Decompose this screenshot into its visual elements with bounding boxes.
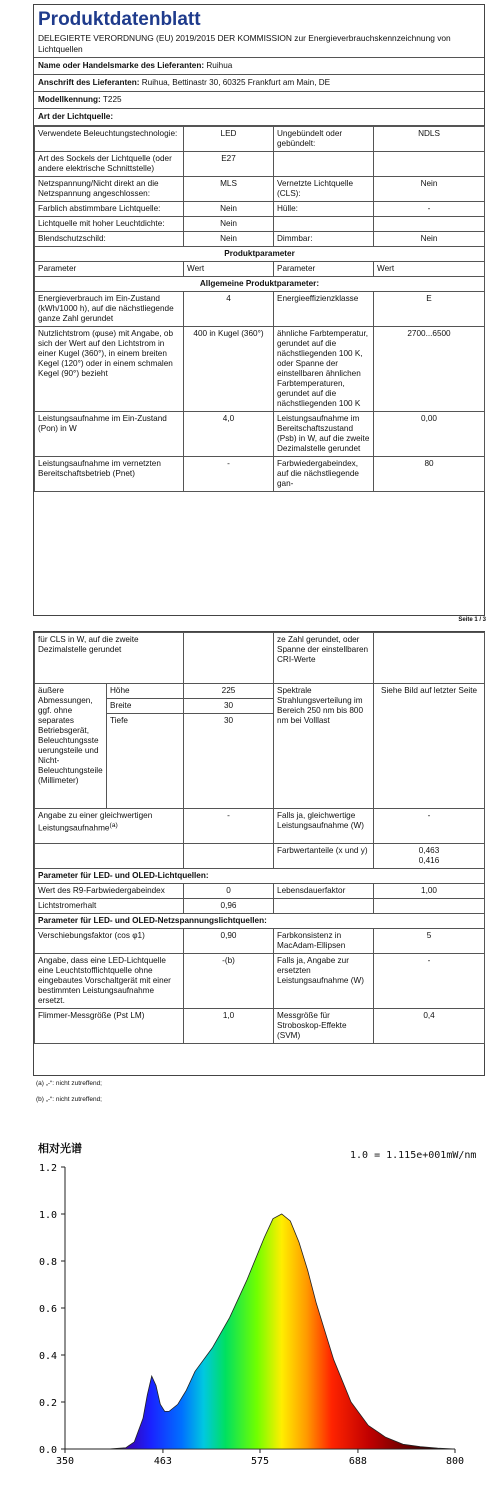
param-value: 4,0: [184, 412, 274, 457]
param-value-2: NDLS: [374, 127, 485, 152]
supplier-row: [34, 58, 484, 75]
mains-value-2: 0,4: [374, 1009, 485, 1044]
param-label-2: Hülle:: [274, 202, 374, 217]
dim-key: Breite: [107, 699, 184, 714]
address-value: Ruihua, Bettinastr 30, 60325 Frankfurt am Main, DE: [141, 78, 331, 87]
table-row: [35, 177, 485, 202]
param-value: MLS: [184, 177, 274, 202]
supplier-label: Name oder Handelsmarke des Lieferanten:: [38, 61, 205, 70]
param-value-2: 2700...6500: [374, 327, 485, 412]
mains-param-2: Falls ja, Angabe zur ersetzten Leistungsaufnahme (W): [274, 954, 374, 1009]
param-value-2: Nein: [374, 177, 485, 202]
param-label: Leistungsaufnahme im vernetzten Bereitschaftsbetrieb (Pnet): [35, 457, 184, 492]
param-value: Nein: [184, 217, 274, 232]
param-value-2: -: [374, 202, 485, 217]
chroma-label: Farbwertanteile (x und y): [274, 844, 374, 869]
param-value: LED: [184, 127, 274, 152]
param-value-2: Nein: [374, 232, 485, 247]
param-value: Nein: [184, 202, 274, 217]
mains-value: -(b): [184, 954, 274, 1009]
table-row: [35, 899, 485, 914]
param-value: E27: [184, 152, 274, 177]
y-tick-label: 0.8: [38, 1257, 57, 1268]
model-label: Modellkennung:: [38, 95, 101, 104]
mains-param: Flimmer-Messgröße (Pst LM): [35, 1009, 184, 1044]
page-title: Produktdatenblatt: [38, 9, 201, 30]
mains-value: 1,0: [184, 1009, 274, 1044]
param-label: Lichtquelle mit hoher Leuchtdichte:: [35, 217, 184, 232]
param-label-2: ähnliche Farbtemperatur, gerundet auf die nächstliegenden 100 K, oder Spanne der einstellbaren ähnlichen Farbtemperaturen, gerundet auf die nächstliegenden 100 K: [274, 327, 374, 412]
table-row: [35, 127, 485, 152]
equiv-label-text: Angabe zu einer gleichwertigen Leistungsaufnahme: [38, 811, 153, 833]
footnote-a-marker: (a): [109, 822, 118, 829]
dim-value: 30: [184, 699, 274, 714]
y-tick-label: 0.0: [38, 1445, 57, 1456]
table-row: [35, 929, 485, 954]
dim-key: Tiefe: [107, 714, 184, 809]
table-row: [35, 884, 485, 899]
dim-key: Höhe: [107, 684, 184, 699]
mains-params-heading: Parameter für LED- und OLED-Netzspannungslichtquellen:: [35, 914, 485, 929]
param-value: 400 in Kugel (360°): [184, 327, 274, 412]
dim-value: 30: [184, 714, 274, 809]
param-label: Blendschutzschild:: [35, 232, 184, 247]
spectrum-chart: [0, 1135, 500, 1495]
table-row: [35, 954, 485, 1009]
table-row: [35, 232, 485, 247]
address-row: [34, 75, 484, 92]
y-tick-label: 0.6: [38, 1304, 57, 1315]
x-tick-label: 350: [55, 1456, 75, 1467]
led-param: Wert des R9-Farbwiedergabeindex: [35, 884, 184, 899]
param-label: Netzspannung/Nicht direkt an die Netzspannung angeschlossen:: [35, 177, 184, 202]
param-label-2: Dimmbar:: [274, 232, 374, 247]
param-label-2: [274, 217, 374, 232]
param-value-2: 0,00: [374, 412, 485, 457]
mains-param-2: Messgröße für Stroboskop-Effekte (SVM): [274, 1009, 374, 1044]
table-row: [35, 633, 485, 684]
param-label: Art des Sockels der Lichtquelle (oder andere elektrische Schnittstelle): [35, 152, 184, 177]
datasheet-page-1: [33, 4, 485, 616]
general-params-heading: Allgemeine Produktparameter:: [35, 277, 485, 292]
table-row: [35, 292, 485, 327]
page2-table: [34, 632, 485, 1044]
header-param: Parameter: [35, 262, 184, 277]
header-value: Wert: [184, 262, 274, 277]
param-label-2: Energieeffizienzklasse: [274, 292, 374, 327]
model-row: [34, 92, 484, 109]
chroma-y: 0,416: [418, 856, 440, 865]
param-label-2: Ungebündelt oder gebündelt:: [274, 127, 374, 152]
chart-title: 相对光谱: [38, 1142, 82, 1155]
x-tick-label: 463: [153, 1456, 172, 1467]
mains-value-2: -: [374, 954, 485, 1009]
table-row: [35, 412, 485, 457]
x-tick-label: 800: [445, 1456, 465, 1467]
supplier-value: Ruihua: [206, 61, 233, 70]
regulation-text: DELEGIERTE VERORDNUNG (EU) 2019/2015 DER KOMMISSION zur Energieverbrauchskennzeichnung von Lichtquellen: [34, 33, 484, 58]
table-row: [35, 844, 485, 869]
chroma-values: [374, 844, 485, 869]
mains-param: Verschiebungsfaktor (cos φ1): [35, 929, 184, 954]
cont-param: für CLS in W, auf die zweite Dezimalstelle gerundet: [35, 633, 184, 684]
led-param: Lichtstromerhalt: [35, 899, 184, 914]
table-row: [35, 327, 485, 412]
table-header-row: [35, 262, 485, 277]
param-value-2: [374, 217, 485, 232]
dim-value: 225: [184, 684, 274, 699]
table-row: [35, 1009, 485, 1044]
y-tick-label: 1.2: [38, 1163, 57, 1174]
param-value-2: [374, 152, 485, 177]
y-tick-label: 0.2: [38, 1398, 57, 1409]
equiv-param-2: Falls ja, gleichwertige Leistungsaufnahme (W): [274, 809, 374, 844]
param-label: Verwendete Beleuchtungstechnologie:: [35, 127, 184, 152]
led-value: 0: [184, 884, 274, 899]
param-label: Nutzlichtstrom (φuse) mit Angabe, ob sich der Wert auf den Lichtstrom in einer Kugel (360°), in einem breiten Kegel (120°) oder in einem schmalen Kegel (90°) bezieht: [35, 327, 184, 412]
table-row: [35, 684, 485, 699]
mains-value-2: 5: [374, 929, 485, 954]
led-params-heading: Parameter für LED- und OLED-Lichtquellen:: [35, 869, 485, 884]
param-value: Nein: [184, 232, 274, 247]
param-value-2: 80: [374, 457, 485, 492]
chroma-x: 0,463: [418, 846, 440, 855]
spectrum-area: [65, 1214, 455, 1449]
x-tick-label: 575: [250, 1456, 270, 1467]
page-number: Seite 1 / 3: [458, 617, 486, 623]
table-row: [35, 217, 485, 232]
table-row: [35, 457, 485, 492]
footnote-a: (a) „-“: nicht zutreffend;: [36, 1080, 102, 1087]
equiv-value: -: [184, 809, 274, 844]
product-params-heading: Produktparameter: [35, 247, 485, 262]
param-value: 4: [184, 292, 274, 327]
model-value: T225: [102, 95, 122, 104]
param-value: -: [184, 457, 274, 492]
table-row: [35, 152, 485, 177]
spectral-label: Spektrale Strahlungsverteilung im Bereich 250 nm bis 800 nm bei Volllast: [274, 684, 374, 809]
led-param-2: Lebensdauerfaktor: [274, 884, 374, 899]
param-label-2: Farbwiedergabeindex, auf die nächstliegende gan-: [274, 457, 374, 492]
param-label-2: [274, 152, 374, 177]
header-value-2: Wert: [374, 262, 485, 277]
dims-label: äußere Abmessungen, ggf. ohne separates Betriebsgerät, Beleuchtungssteuerungsteile und Nicht-Beleuchtungsteile (Millimeter): [35, 684, 107, 809]
param-label: Farblich abstimmbare Lichtquelle:: [35, 202, 184, 217]
spectral-value: Siehe Bild auf letzter Seite: [374, 684, 485, 809]
param-label-2: Vernetzte Lichtquelle (CLS):: [274, 177, 374, 202]
equiv-label: [35, 809, 184, 844]
x-tick-label: 688: [348, 1456, 367, 1467]
param-value-2: E: [374, 292, 485, 327]
footnote-b: (b) „-“: nicht zutreffend;: [36, 1096, 102, 1103]
cont-param-2: ze Zahl gerundet, oder Spanne der einstellbaren CRI-Werte: [274, 633, 374, 684]
led-value-2: 1,00: [374, 884, 485, 899]
table-row: [35, 202, 485, 217]
y-tick-label: 1.0: [38, 1210, 57, 1221]
address-label: Anschrift des Lieferanten:: [38, 78, 140, 87]
datasheet-page-2: [33, 631, 485, 1076]
lightsource-table: [34, 126, 485, 492]
param-label-2: Leistungsaufnahme im Bereitschaftszustand (Psb) in W, auf die zweite Dezimalstelle gerundet: [274, 412, 374, 457]
mains-param: Angabe, dass eine LED-Lichtquelle eine Leuchtstofflichtquelle ohne eingebautes Vorschaltgerät mit einer bestimmten Leistungsaufnahme ersetzt.: [35, 954, 184, 1009]
param-label: Energieverbrauch im Ein-Zustand (kWh/1000 h), auf die nächstliegende ganze Zahl gerundet: [35, 292, 184, 327]
led-value: 0,96: [184, 899, 274, 914]
header-param-2: Parameter: [274, 262, 374, 277]
light-type-heading: Art der Lichtquelle:: [34, 109, 484, 126]
mains-value: 0,90: [184, 929, 274, 954]
y-tick-label: 0.4: [38, 1351, 57, 1362]
chart-note: 1.0 = 1.115e+001mW/nm: [350, 1150, 477, 1161]
equiv-value-2: -: [374, 809, 485, 844]
mains-param-2: Farbkonsistenz in MacAdam-Ellipsen: [274, 929, 374, 954]
table-row: [35, 809, 485, 844]
param-label: Leistungsaufnahme im Ein-Zustand (Pon) in W: [35, 412, 184, 457]
